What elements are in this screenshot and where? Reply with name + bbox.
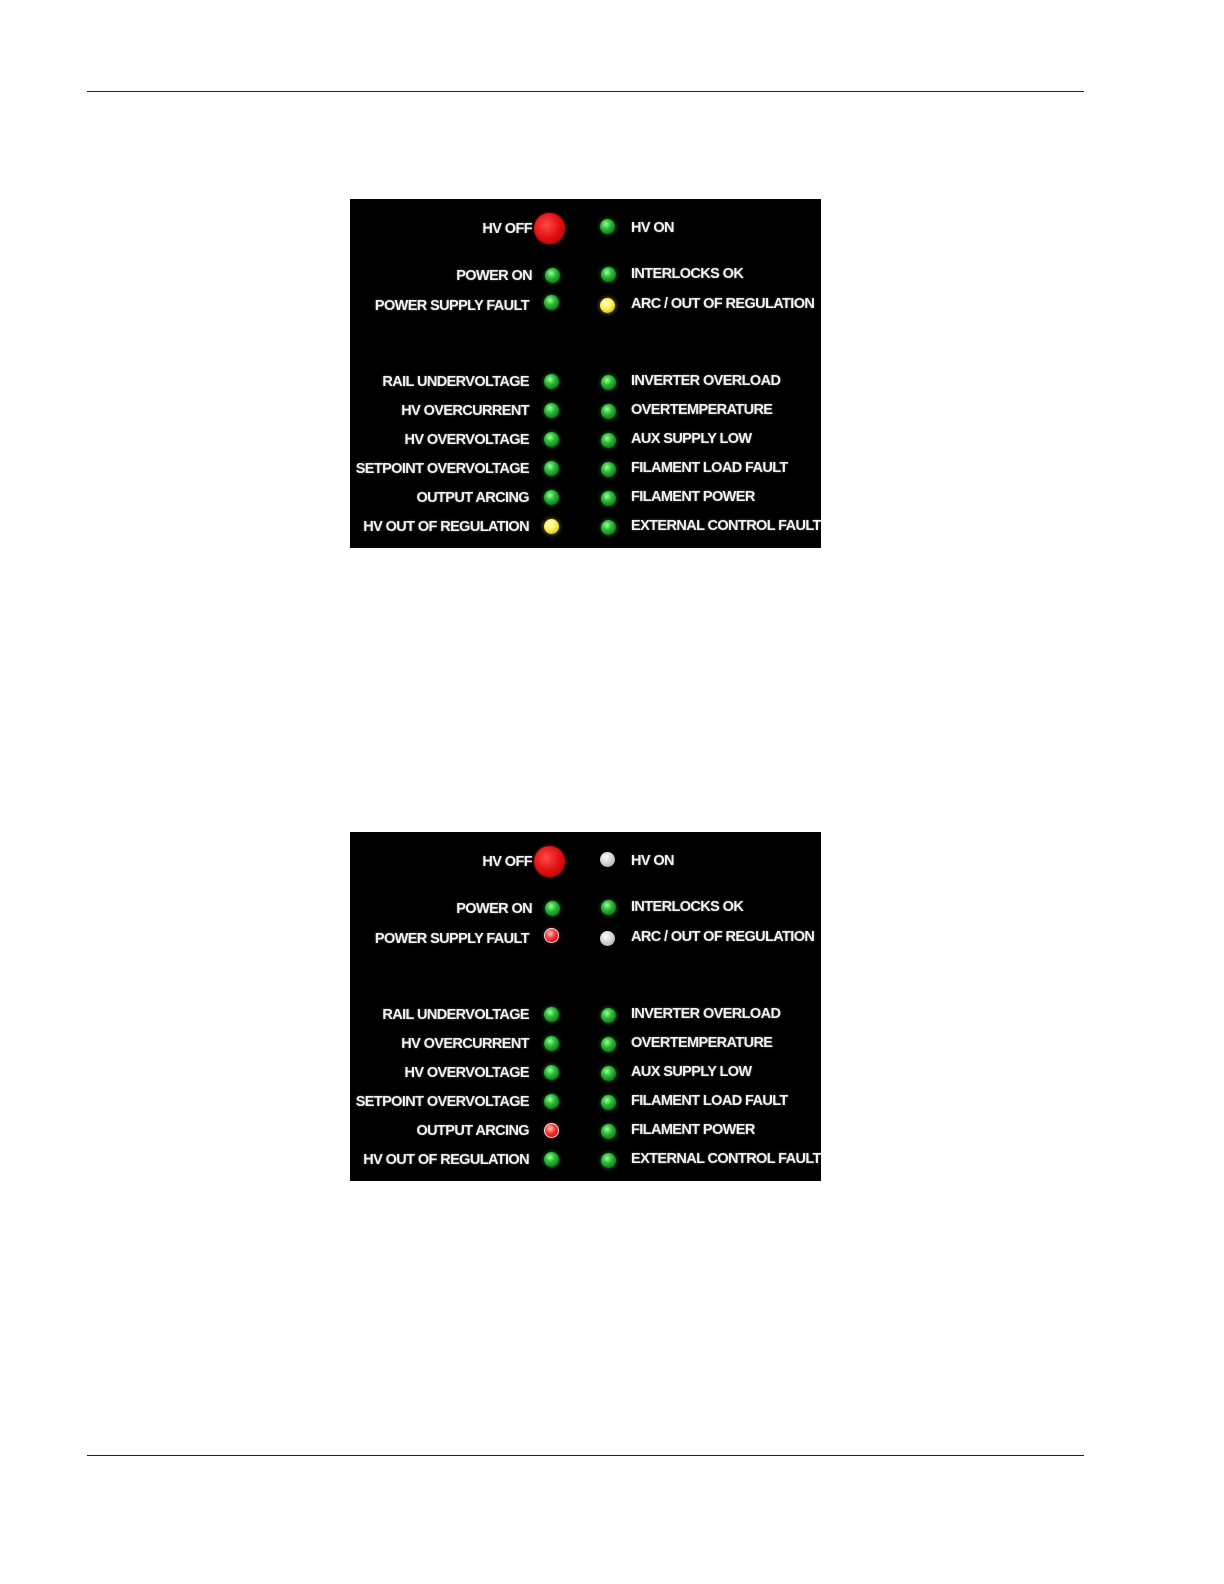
hv-overcurrent-label: HV OVERCURRENT: [401, 1036, 529, 1052]
hv-on-green-led-icon: [600, 219, 615, 234]
hv-out-of-regulation-label: HV OUT OF REGULATION: [363, 519, 529, 535]
filament-power-green-led-icon: [601, 491, 616, 506]
aux-supply-low-label: AUX SUPPLY LOW: [631, 431, 752, 447]
setpoint-overvoltage-green-led-icon: [544, 1094, 559, 1109]
external-control-fault-green-led-icon: [601, 1153, 616, 1168]
rail-undervoltage-label: RAIL UNDERVOLTAGE: [382, 1007, 529, 1023]
filament-power-label: FILAMENT POWER: [631, 1122, 755, 1138]
power-supply-fault-green-led-icon: [544, 295, 559, 310]
inverter-overload-green-led-icon: [601, 1008, 616, 1023]
aux-supply-low-green-led-icon: [601, 1066, 616, 1081]
hv-on-label: HV ON: [631, 220, 674, 236]
filament-power-green-led-icon: [601, 1124, 616, 1139]
interlocks-ok-label: INTERLOCKS OK: [631, 899, 744, 915]
hv-off-button[interactable]: [534, 846, 565, 877]
hv-out-of-regulation-label: HV OUT OF REGULATION: [363, 1152, 529, 1168]
hv-overcurrent-label: HV OVERCURRENT: [401, 403, 529, 419]
hv-overcurrent-green-led-icon: [544, 403, 559, 418]
filament-load-fault-label: FILAMENT LOAD FAULT: [631, 460, 788, 476]
setpoint-overvoltage-green-led-icon: [544, 461, 559, 476]
hv-overvoltage-label: HV OVERVOLTAGE: [404, 432, 529, 448]
footer-rule: [87, 1455, 1084, 1456]
hv-out-of-regulation-green-led-icon: [544, 1152, 559, 1167]
filament-power-label: FILAMENT POWER: [631, 489, 755, 505]
filament-load-fault-green-led-icon: [601, 1095, 616, 1110]
arc-out-of-regulation-label: ARC / OUT OF REGULATION: [631, 296, 815, 312]
arc-out-of-regulation-yellow-led-icon: [600, 298, 615, 313]
setpoint-overvoltage-label: SETPOINT OVERVOLTAGE: [355, 461, 529, 477]
output-arcing-green-led-icon: [544, 490, 559, 505]
status-panel-1: [350, 199, 821, 548]
power-on-green-led-icon: [545, 901, 560, 916]
inverter-overload-label: INVERTER OVERLOAD: [631, 1006, 781, 1022]
hv-on-label: HV ON: [631, 853, 674, 869]
setpoint-overvoltage-label: SETPOINT OVERVOLTAGE: [355, 1094, 529, 1110]
external-control-fault-green-led-icon: [601, 520, 616, 535]
rail-undervoltage-green-led-icon: [544, 1007, 559, 1022]
external-control-fault-label: EXTERNAL CONTROL FAULT: [631, 1151, 821, 1167]
hv-out-of-regulation-yellow-led-icon: [544, 519, 559, 534]
hv-off-label: HV OFF: [482, 854, 532, 870]
overtemperature-label: OVERTEMPERATURE: [631, 402, 773, 418]
arc-out-of-regulation-off-led-icon: [600, 931, 615, 946]
rail-undervoltage-green-led-icon: [544, 374, 559, 389]
overtemperature-green-led-icon: [601, 1037, 616, 1052]
filament-load-fault-label: FILAMENT LOAD FAULT: [631, 1093, 788, 1109]
hv-overvoltage-label: HV OVERVOLTAGE: [404, 1065, 529, 1081]
hv-overvoltage-green-led-icon: [544, 1065, 559, 1080]
aux-supply-low-label: AUX SUPPLY LOW: [631, 1064, 752, 1080]
interlocks-ok-green-led-icon: [601, 267, 616, 282]
output-arcing-label: OUTPUT ARCING: [416, 490, 529, 506]
hv-off-label: HV OFF: [482, 221, 532, 237]
power-on-green-led-icon: [545, 268, 560, 283]
status-panel-2: [350, 832, 821, 1181]
overtemperature-green-led-icon: [601, 404, 616, 419]
power-on-label: POWER ON: [456, 268, 532, 284]
overtemperature-label: OVERTEMPERATURE: [631, 1035, 773, 1051]
power-supply-fault-label: POWER SUPPLY FAULT: [374, 931, 529, 947]
hv-overcurrent-green-led-icon: [544, 1036, 559, 1051]
power-on-label: POWER ON: [456, 901, 532, 917]
external-control-fault-label: EXTERNAL CONTROL FAULT: [631, 518, 821, 534]
header-rule: [87, 91, 1084, 92]
hv-overvoltage-green-led-icon: [544, 432, 559, 447]
interlocks-ok-green-led-icon: [601, 900, 616, 915]
power-supply-fault-label: POWER SUPPLY FAULT: [374, 298, 529, 314]
aux-supply-low-green-led-icon: [601, 433, 616, 448]
inverter-overload-label: INVERTER OVERLOAD: [631, 373, 781, 389]
rail-undervoltage-label: RAIL UNDERVOLTAGE: [382, 374, 529, 390]
interlocks-ok-label: INTERLOCKS OK: [631, 266, 744, 282]
output-arcing-label: OUTPUT ARCING: [416, 1123, 529, 1139]
power-supply-fault-red-led-icon: [544, 928, 559, 943]
hv-on-off-led-icon: [600, 852, 615, 867]
output-arcing-red-led-icon: [544, 1123, 559, 1138]
inverter-overload-green-led-icon: [601, 375, 616, 390]
filament-load-fault-green-led-icon: [601, 462, 616, 477]
arc-out-of-regulation-label: ARC / OUT OF REGULATION: [631, 929, 815, 945]
hv-off-button[interactable]: [534, 213, 565, 244]
